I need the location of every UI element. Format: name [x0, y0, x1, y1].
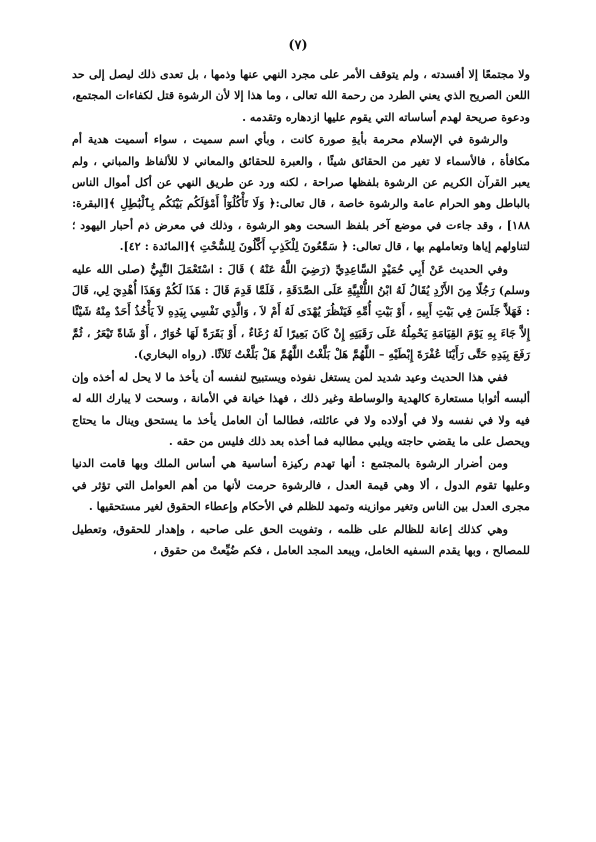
- body-paragraph: والرشوة في الإسلام محرمة بأيةِ صورة كانت ، وبأي اسم سميت ، سواء أسميت هدية أم مكافأة ، فالأسماء لا تغير من الحقائق شيئًا ، والعبرة للحقائق والمعاني لا للألفاظ والمباني ، ولم يعبر القرآن الكريم عن الرشوة بلفظها صراحة ، لكنه ورد عن طريق النهي عن أكل أموال الناس بالباطل وهو الحرام عامة والرشوة خاصة ، قال تعالى:﴿ وَلَا تَأْكُلُوٓاْ أَمْوَٰلَكُم بَيْنَكُم بِٱلْبَٰطِلِ ﴾[البقرة: ١٨٨] ، وقد جاءت في موضع آخر بلفظ السحت وهو الرشوة ، وذلك في معرض ذم أحبار اليهود ؛ لتناولهم إياها وتعاملهم بها ، قال تعالى: ﴿ سَمَّٰعُونَ لِلْكَذِبِ أَكَّٰلُونَ لِلسُّحْتِ ﴾[المائدة : ٤٢].: [72, 132, 530, 254]
- body-paragraph: وهي كذلك إعانة للظالم على ظلمه ، وتفويت الحق على صاحبه ، وإهدار للحقوق، وتعطيل للمصالح ، وبها يقدم السفيه الخامل، ويبعد المجد العامل ، فكم ضُيِّعتْ من حقوق ،: [72, 521, 530, 557]
- body-paragraph: وفي الحديث عَنْ أَبِي حُمَيْدٍ السَّاعِدِيِّ (رَضِيَ اللَّهُ عَنْهُ ) قَالَ : اسْتَعْمَلَ النَّبِيُّ (صلى الله عليه وسلم) رَجُلًا مِنَ الأَزْدِ يُقَالُ لَهُ ابْنُ اللُّتْبِيَّةِ عَلَى الصَّدَقَةِ ، فَلَمَّا قَدِمَ قَالَ : هَذَا لَكُمْ وَهَذَا أُهْدِيَ لِي، قَالَ : فَهَلاَّ جَلَسَ فِي بَيْتِ أَبِيهِ ، أَوْ بَيْتِ أُمِّهِ فَيَنْظُرَ يُهْدَى لَهُ أَمْ لاَ ، وَالَّذِي نَفْسِي بِيَدِهِ لاَ يَأْخُذُ أَحَدٌ مِنْهُ شَيْئًا إِلاَّ جَاءَ بِهِ يَوْمَ القِيَامَةِ يَحْمِلُهُ عَلَى رَقَبَتِهِ إِنْ كَانَ بَعِيرًا لَهُ رُغَاءٌ ، أَوْ بَقَرَةً لَهَا خُوَارٌ ، أَوْ شَاةً تَيْعَرُ ، ثُمَّ رَفَعَ بِيَدِهِ حَتَّى رَأَيْنَا عُفْرَةَ إِبْطَيْهِ – اللَّهُمَّ هَلْ بَلَّغْتُ اللَّهُمَّ هَلْ بَلَّغْتُ ثَلاَثًا. (رواه البخاري).: [72, 261, 530, 362]
- page-number: (٧): [288, 38, 308, 53]
- body-paragraph: ولا مجتمعًا إلا أفسدته ، ولم يتوقف الأمر على مجرد النهي عنها وذمها ، بل تعدى ذلك ليصل إلى حد اللعن الصريح الذي يعني الطرد من رحمة الله تعالى ، وما هذا إلا لأن الرشوة قتل لكفاءات المجتمع، ودعوة صريحة لهدم أساساته التي يقوم عليها ازدهاره وتقدمه .: [72, 67, 530, 124]
- page-body: [72, 64, 530, 562]
- body-paragraph: ففي هذا الحديث وعيد شديد لمن يستغل نفوذه ويستبيح لنفسه أن يأخذ ما لا يحل له أخذه وإن ألبسه أثوابا مستعارة كالهدية والوساطة وغير ذلك ، فهذا خيانة في الأمانة ، وسحت لا يبارك الله له فيه ولا في نفسه ولا في أولاده ولا في عائلته، فطالما أن العامل يأخذ ما يستحق وينال ما يحتاج ويحصل على ما يقضي حاجته ويلبي مطالبه فما أخذه بعد ذلك فليس من حقه .: [72, 369, 530, 448]
- body-paragraph: ومن أضرار الرشوة بالمجتمع : أنها تهدم ركيزة أساسية هي أساس الملك وبها قامت الدنيا وعليها تقوم الدول ، ألا وهي قيمة العدل ، فالرشوة حرمت لأنها من أهم العوامل التي تؤثر في مجرى العدل بين الناس وتغير موازينه وتمهد للظلم في الأحكام وإعطاء الحقوق لغير مستحقيها .: [72, 456, 530, 514]
